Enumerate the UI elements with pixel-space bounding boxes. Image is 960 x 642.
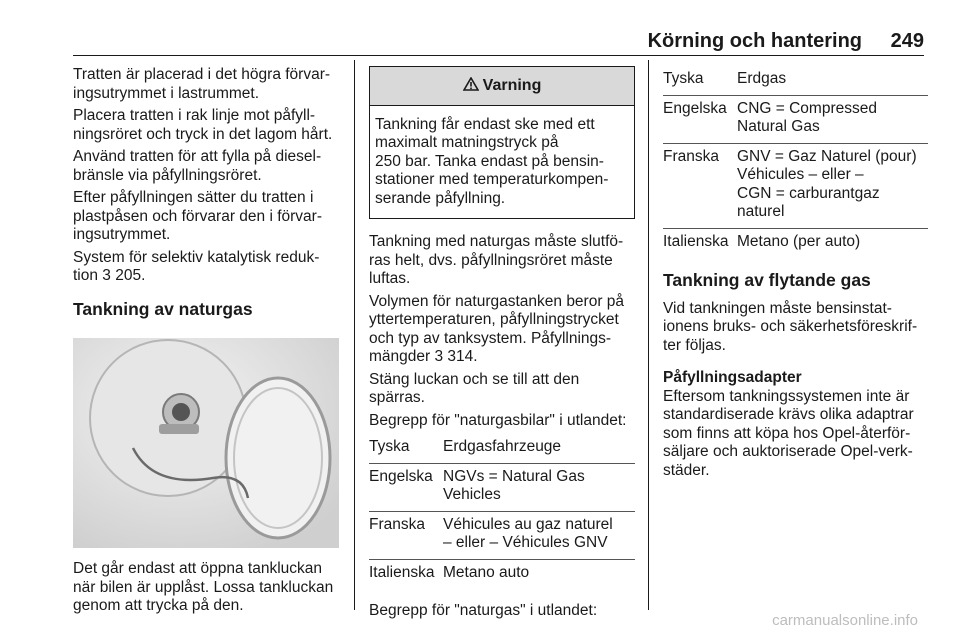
page-number: 249 [890, 30, 924, 52]
warning-header [370, 67, 634, 106]
section-title: Körning och hantering [647, 30, 862, 52]
paragraph-adapters: Eftersom tankningssystemen inte är standardiserade krävs olika adaptrar som finns att köpa hos Opel-återför- säljare och auktoriserade Opel-verk- städer. [663, 387, 914, 479]
table-row [663, 66, 928, 95]
term-cell: CNG = Compressed Natural Gas [737, 95, 928, 143]
warning-triangle-icon [463, 77, 479, 96]
language-cell: Engelska [663, 95, 737, 143]
paragraph-flap-opening: Det går endast att öppna tankluckan när bilen är upplåst. Lossa tankluckan genom att trycka på den. [73, 560, 334, 614]
column-2 [369, 66, 635, 625]
term-cell: Véhicules au gaz naturel – eller – Véhicules GNV [443, 511, 635, 559]
vehicle-terms-table [369, 434, 635, 588]
table-row [369, 559, 635, 588]
language-cell: Tyska [663, 66, 737, 95]
language-cell: Tyska [369, 434, 443, 463]
term-cell: Metano auto [443, 563, 530, 581]
heading-natural-gas-refuelling: Tankning av naturgas [73, 298, 253, 319]
language-cell: Italienska [663, 232, 729, 250]
paragraph-close-flap: Stäng luckan och se till att den spärras. [369, 370, 580, 406]
heading-lpg-refuelling: Tankning av flytande gas [663, 270, 871, 290]
column-1 [73, 66, 345, 620]
table-row [663, 95, 928, 143]
column-divider-2 [648, 60, 649, 610]
language-cell: Italienska [369, 563, 435, 581]
table-row [369, 511, 635, 559]
fuel-filler-photo [73, 338, 339, 548]
term-cell: NGVs = Natural Gas Vehicles [443, 463, 635, 511]
table-row [369, 463, 635, 511]
term-cell: Erdgasfahrzeuge [443, 434, 635, 463]
column-3 [663, 66, 928, 484]
language-cell: Franska [369, 511, 443, 559]
paragraph-funnel-placement: Placera tratten i rak linje mot påfyll- ningsröret och tryck in det lagom hårt. [73, 107, 333, 143]
term-cell: GNV = Gaz Naturel (pour) Véhicules – eller – CGN = carburantgaz naturel [737, 143, 928, 228]
term-cell: Metano (per auto) [737, 232, 861, 250]
column-divider-1 [354, 60, 355, 610]
watermark: carmanualsonline.info [772, 612, 918, 629]
paragraph-gas-terms-intro: Begrepp för "naturgas" i utlandet: [369, 602, 598, 619]
paragraph-scr-reference: System för selektiv katalytisk reduk- tion 3 205. [73, 248, 320, 284]
term-cell: Erdgas [737, 66, 928, 95]
gas-terms-table [663, 66, 928, 257]
table-row [369, 434, 635, 463]
paragraph-funnel-location: Tratten är placerad i det högra förvar- ingsutrymmet i lastrummet. [73, 66, 331, 102]
paragraph-station-rules: Vid tankningen måste bensinstat- ionens bruks- och säkerhetsföreskrif- ter följas. [663, 299, 918, 354]
table-row [663, 143, 928, 228]
warning-title: Varning [482, 77, 542, 94]
paragraph-diesel-fill: Använd tratten för att fylla på diesel- bränsle via påfyllningsröret. [73, 148, 322, 184]
paragraph-vehicle-terms-intro: Begrepp för "naturgasbilar" i utlandet: [369, 411, 627, 429]
language-cell: Engelska [369, 463, 443, 511]
paragraph-after-filling: Efter påfyllningen sätter du tratten i plastpåsen och förvarar den i förvar- ingsutrymmet. [73, 189, 322, 243]
paragraph-tank-volume: Volymen för naturgastanken beror på yttertemperaturen, påfyllningstrycket och typ av tanksystem. Påfyllnings- mängder 3 314. [369, 292, 625, 365]
subheading-filler-adapter: Påfyllningsadapter [663, 369, 802, 386]
warning-text: Tankning får endast ske med ett maximalt matningstryck på 250 bar. Tanka endast på bensin- stationer med temperaturkompen- serande påfyllning. [375, 115, 609, 207]
header-rule [73, 55, 924, 56]
paragraph-venting: Tankning med naturgas måste slutfö- ras helt, dvs. påfyllningsröret måste luftas. [369, 233, 624, 287]
warning-box [369, 66, 635, 219]
language-cell: Franska [663, 143, 737, 228]
table-row [663, 228, 928, 257]
